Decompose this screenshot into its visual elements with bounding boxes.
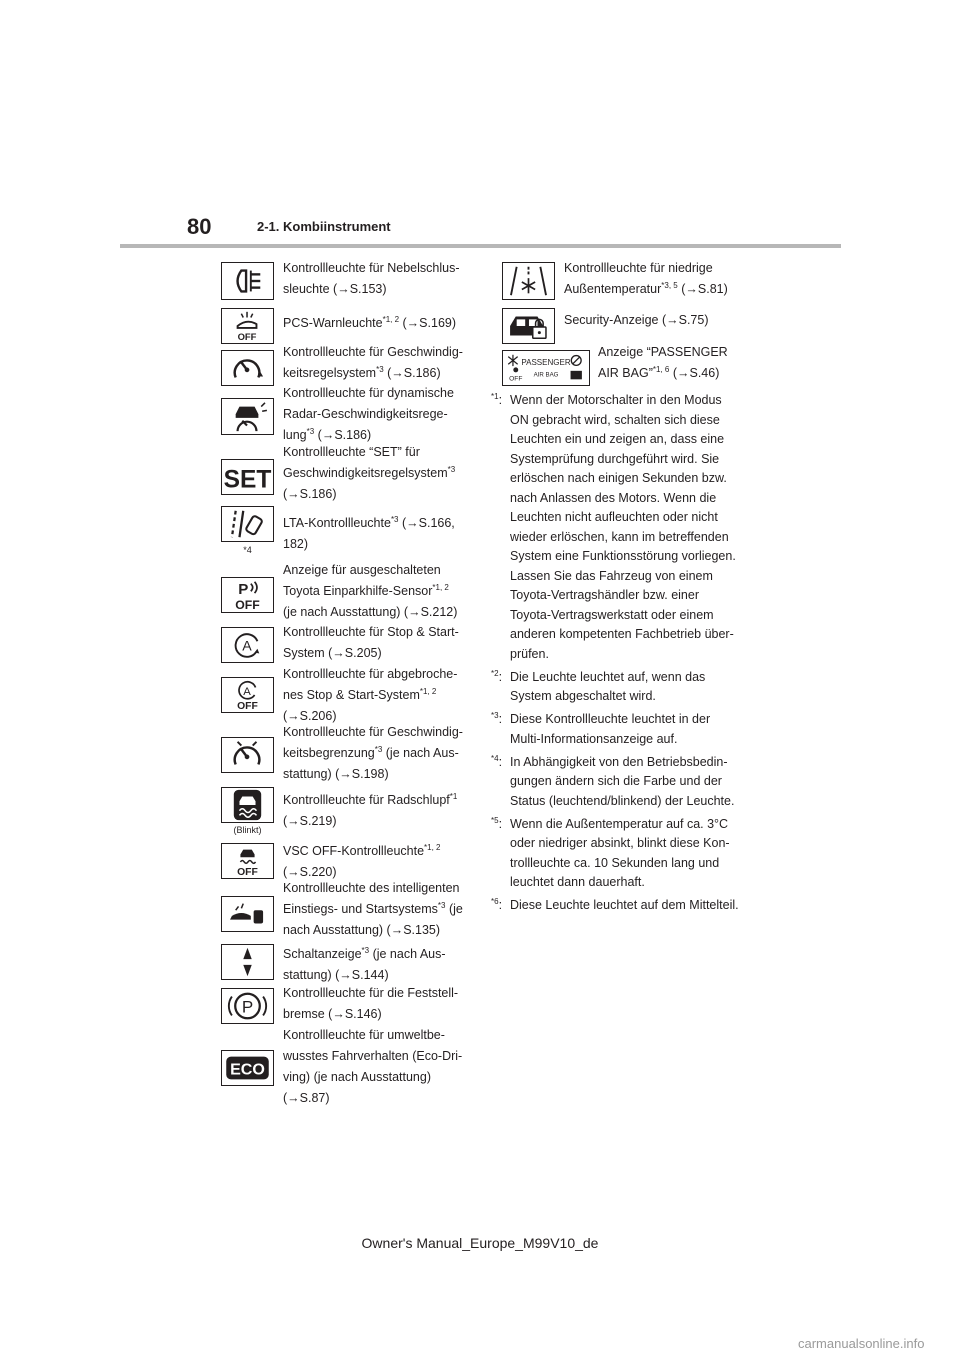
description-text: nes Stop & Start-System [283,688,420,702]
description-line [283,560,483,581]
description-line [283,790,483,811]
radar-cruise-icon [221,398,274,435]
footnote-reference: *3, 5 [661,281,678,290]
description-text: Kontrollleuchte für umweltbe- [283,1028,445,1042]
svg-text:OFF: OFF [237,332,257,343]
description-line [283,602,483,623]
description-text: Einstiegs- und Startsystems [283,902,438,916]
description-line [283,313,483,334]
description-line [283,743,483,764]
description-line [283,811,483,832]
description-text: bremse (→S.146) [283,1007,382,1021]
watermark: carmanualsonline.info [798,1336,925,1351]
footnote-line: Lassen Sie das Fahrzeug von einem [510,568,713,583]
footnote-line: System abgeschaltet wird. [510,689,656,703]
footnote-reference: *1, 2 [419,687,437,696]
description-line [283,1025,483,1046]
footnote-line: erlöschen nach einigen Sekunden bzw. [510,471,727,485]
stop-start-off-icon [221,677,274,713]
slip-indicator-icon [221,787,274,823]
footnote-line: nach Anlassen des Motors. Wenn die [510,490,717,505]
footnote-text [510,710,761,749]
description-text: sleuchte (→S.153) [283,282,387,296]
description-text: Kontrollleuchte für die Feststell- [283,986,459,1000]
indicator-description [283,841,483,883]
description-line [283,258,483,279]
description-text: Anzeige für ausgeschalteten [283,563,441,577]
description-text: (→S.186) [383,366,441,380]
footnote-line: Die Leuchte leuchtet auf, wenn das [510,669,706,684]
svg-text:A: A [242,638,252,655]
svg-text:PASSENGER: PASSENGER [521,358,571,368]
footnote-text [510,896,761,916]
footnote-mark: $^{*2}$: [491,668,503,684]
footnote-reference: *3 [361,946,370,955]
footnote-mark: $^{*6}$: [491,897,503,912]
vsc-off-icon [221,843,274,879]
footnote-mark-number: *4 [491,753,499,763]
description-text: Anzeige “PASSENGER [598,345,728,359]
description-text: (→S.186) [283,487,337,501]
description-line [283,685,483,706]
description-text: Schaltanzeige [283,947,362,961]
description-text: (→S.81) [677,282,728,296]
description-text: (je nach Aus- [382,746,459,760]
footnote-reference: *1, 2 [382,315,400,324]
svg-text:OFF: OFF [237,701,258,712]
indicator-description [283,560,483,623]
footnote-reference: *1, 2 [424,843,441,852]
description-text: ving) (je nach Ausstattung) [283,1070,431,1084]
description-line [283,1067,483,1088]
cruise-control-icon [221,350,274,386]
description-text: Radar-Geschwindigkeitsrege- [283,407,448,421]
description-text: LTA-Kontrollleuchte [283,516,391,530]
footnote [491,710,761,749]
description-text: stattung) (→S.144) [283,968,389,982]
indicator-description [283,983,483,1025]
footnote-text [510,815,761,893]
svg-text:A: A [243,686,251,698]
description-line [283,404,483,425]
svg-text:OFF: OFF [509,375,523,383]
indicator-description [283,722,483,785]
description-line [283,484,483,505]
section-title: 2-1. Kombiinstrument [257,219,391,234]
description-text: (→S.219) [283,814,337,828]
footnote [491,668,761,707]
svg-text:P: P [238,581,249,599]
footnote-reference: *3 [447,465,456,474]
description-text: Kontrollleuchte für Geschwindig- [283,345,463,359]
description-text: (→S.186) [314,428,372,442]
footnote-line: Diese Leuchte leuchtet auf dem Mittelteil. [510,898,739,912]
description-text: keitsregelsystem [283,366,377,380]
footnote-line: Toyota-Vertragshändler bzw. einer [510,588,699,602]
fog-light-icon [221,262,274,300]
indicator-description [283,944,483,986]
description-text: (→S.206) [283,709,337,723]
footnote [491,391,761,664]
description-line [283,342,483,363]
svg-text:AIR BAG: AIR BAG [533,371,559,379]
description-line [283,622,483,643]
footnote-line: Leuchten ein und zeigen an, dass eine [510,432,725,446]
low-temperature-icon [502,262,555,300]
icon-note: (Blinkt) [233,825,262,835]
footnote-line: In Abhängigkeit von den Betriebsbedin- [510,754,728,769]
description-text: AIR BAG” [598,366,653,380]
indicator-description [283,342,483,384]
description-line [283,920,483,941]
description-text: Kontrollleuchte des intelligenten [283,881,460,895]
description-line [283,764,483,785]
smart-entry-icon [221,896,274,932]
description-text: Kontrollleuchte für abgebroche- [283,667,458,681]
description-text: Kontrollleuchte für Radschlupf [283,793,450,807]
footnote-line: Toyota-Vertragswerkstatt oder einem [510,607,714,622]
passenger-airbag-icon [502,350,590,386]
footnote-reference: *1, 2 [432,583,449,592]
footnote-reference: *1 [449,792,458,801]
indicator-description [564,310,764,331]
description-text: Kontrollleuchte für dynamische [283,386,454,400]
svg-text:P: P [241,997,254,1017]
description-text: VSC OFF-Kontrollleuchte [283,844,425,858]
pcs-warning-icon [221,308,274,344]
indicator-description [283,790,483,832]
footnote-reference: *3 [376,365,384,374]
description-text: (→S.87) [283,1091,330,1105]
svg-text:OFF: OFF [237,867,258,878]
description-text: Kontrollleuchte für Stop & Start- [283,625,459,639]
indicator-description [283,622,483,664]
footnote-line: Wenn der Motorschalter in den Modus [510,393,722,407]
footnote [491,896,761,916]
footnote-line: Diese Kontrollleuchte leuchtet in der [510,712,711,726]
footnote-line: wieder erlöschen, kann im betreffenden [510,529,729,544]
description-line [283,1088,483,1109]
description-text: Kontrollleuchte “SET” für [283,445,420,459]
footnote-mark: $^{*4}$: [491,753,503,769]
footnote-mark-number: *5 [491,815,499,825]
description-text: Geschwindigkeitsregelsystem [283,466,448,480]
description-text: (→S.169) [399,316,457,330]
footnote-line: Multi-Informationsanzeige auf. [510,731,678,746]
description-text: (je [445,902,463,916]
description-line [283,383,483,404]
description-text: (→S.220) [283,865,337,879]
footnotes [491,391,761,919]
footnote-text [510,391,761,664]
description-line [564,310,764,331]
document-footer: Owner's Manual_Europe_M99V10_de [361,1235,599,1251]
description-line [283,581,483,602]
description-text: lung [283,428,307,442]
stop-start-icon [221,627,274,663]
footnote-reference: *3 [437,901,446,910]
description-line [283,664,483,685]
footnote-mark-number: *1 [491,392,499,401]
description-text: stattung) (→S.198) [283,767,389,781]
description-line [564,258,764,279]
lta-icon [221,506,274,542]
description-line [283,442,483,463]
description-line [283,899,483,920]
description-text: 182) [283,537,309,551]
description-line [283,513,483,534]
indicator-description [598,342,798,384]
indicator-description [283,513,483,555]
footnote-mark-number: *6 [491,897,499,906]
footnote-line: oder niedriger absinkt, blinkt diese Kon- [510,836,730,850]
indicator-description [283,1025,483,1109]
description-text: Toyota Einparkhilfe-Sensor [283,584,433,598]
description-text: Security-Anzeige (→S.75) [564,313,709,327]
description-line [598,363,798,384]
description-line [283,878,483,899]
footnote [491,753,761,812]
description-text: (→S.46) [669,366,720,380]
description-line [283,1046,483,1067]
footnote-text [510,668,761,707]
icon-note: *4 [243,545,252,555]
header-divider [120,244,841,248]
footnote [491,815,761,893]
svg-text:SET: SET [223,466,272,494]
indicator-description [283,258,483,300]
footnote-line: leuchtet dann dauerhaft. [510,875,645,889]
parking-sensor-off-icon [221,577,274,613]
footnote-line: Wenn die Außentemperatur auf ca. 3°C [510,816,729,831]
speed-limiter-icon [221,737,274,773]
footnote-line: Leuchten nicht aufleuchten oder nicht [510,510,718,524]
footnote-mark: $^{*3}$: [491,711,503,726]
description-line [283,363,483,384]
eco-icon [221,1050,274,1086]
description-text: Außentemperatur [564,282,662,296]
footnote-mark-number: *2 [491,668,499,678]
description-text: Kontrollleuchte für Nebelschlus- [283,261,460,275]
description-text: nach Ausstattung) (→S.135) [283,923,441,937]
footnote-line: System eine Funktionsstörung vorliegen. [510,549,736,563]
indicator-description [283,383,483,446]
parking-brake-icon [221,988,274,1024]
footnote-line: gungen ändern sich die Farbe und der [510,774,722,788]
description-line [564,279,764,300]
description-line [283,841,483,862]
footnote-text [510,753,761,812]
indicator-description [283,878,483,941]
footnote-reference: *3 [390,515,399,524]
footnote-line: anderen kompetenten Fachbetrieb über- [510,627,734,641]
footnote-reference: *3 [306,427,315,436]
footnote-line: Systemprüfung durchgeführt wird. Sie [510,451,720,466]
description-text: (je nach Aus- [369,947,446,961]
description-text: wusstes Fahrverhalten (Eco-Dri- [283,1049,463,1063]
indicator-description [564,258,764,300]
indicator-description [283,313,483,334]
description-line [598,342,798,363]
description-line [283,463,483,484]
description-line [283,534,483,555]
description-text: System (→S.205) [283,646,382,660]
description-line [283,1004,483,1025]
footnote-line: prüfen. [510,646,549,661]
security-icon [502,308,555,344]
description-line [283,279,483,300]
footnote-mark: $^{*5}$: [491,815,503,831]
description-text: (je nach Ausstattung) (→S.212) [283,605,458,619]
shift-indicator-icon [221,944,274,980]
description-text: Kontrollleuchte für niedrige [564,261,713,275]
svg-text:OFF: OFF [235,598,260,612]
footnote-mark-number: *3 [491,711,499,720]
set-icon [221,459,274,495]
description-text: Kontrollleuchte für Geschwindig- [283,725,463,739]
footnote-mark: $^{*1}$: [491,392,503,407]
description-text: keitsbegrenzung [283,746,375,760]
description-line [283,643,483,664]
description-line [283,983,483,1004]
description-line [283,722,483,743]
svg-text:ECO: ECO [230,1060,265,1079]
description-text: PCS-Warnleuchte [283,316,383,330]
footnote-line: trollleuchte ca. 10 Sekunden lang und [510,855,720,870]
footnote-line: ON gebracht wird, schalten sich diese [510,412,720,427]
indicator-description [283,442,483,505]
description-text: (→S.166, [398,516,455,530]
indicator-description [283,664,483,727]
page-number: 80 [187,214,212,239]
footnote-reference: *1, 6 [652,365,670,374]
footnote-reference: *3 [374,745,383,754]
footnote-line: Status (leuchtend/blinkend) der Leuchte. [510,793,735,808]
description-line [283,944,483,965]
